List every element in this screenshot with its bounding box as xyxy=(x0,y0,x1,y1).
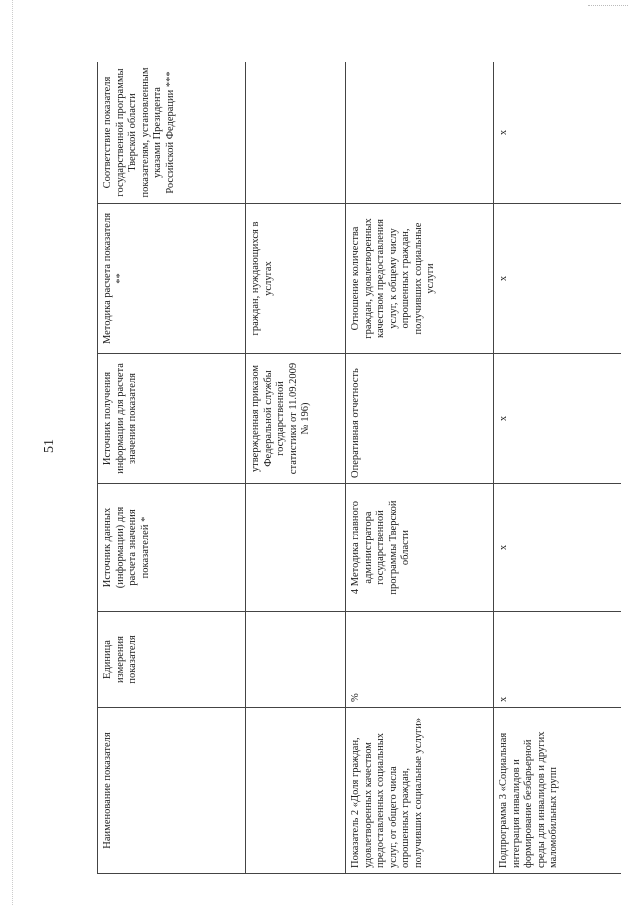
indicator-table xyxy=(97,62,621,874)
cell-info-source: Оперативная отчетность xyxy=(346,354,494,484)
cell-indicator-name: Подпрограмма 3 «Социальная интеграция инвалидов и формирование безбарьерной среды для инвалидов и других маломобильных групп xyxy=(494,708,622,874)
header-indicator-name: Наименование показателя xyxy=(98,708,246,874)
cell-indicator-name xyxy=(246,708,346,874)
cell-unit: х xyxy=(494,612,622,708)
header-method: Методика расчета показателя ** xyxy=(98,204,246,354)
cell-compliance xyxy=(246,62,346,204)
cell-method: Отношение количества граждан, удовлетворенных качеством предоставления услуг, к общему числу опрошенных граждан, получивших социальные услуги xyxy=(346,204,494,354)
header-compliance: Соответствие показателя государственной программы Тверской области показателям, установленным указами Президента Российской Федерации *** xyxy=(98,62,246,204)
table-header-row xyxy=(98,62,246,874)
cell-data-source xyxy=(246,484,346,612)
cell-method: граждан, нуждающихся в услугах xyxy=(246,204,346,354)
scan-corner-mark xyxy=(588,5,628,7)
cell-unit xyxy=(246,612,346,708)
rotated-table-container xyxy=(97,62,621,874)
cell-data-source: х xyxy=(494,484,622,612)
cell-info-source: х xyxy=(494,354,622,484)
cell-info-source: утвержденная приказом Федеральной службы государственной статистики от 11.09.2009 № 196) xyxy=(246,354,346,484)
scan-edge xyxy=(12,0,17,905)
header-unit: Единица измерения показателя xyxy=(98,612,246,708)
cell-data-source: 4 Методика главного администратора государственной программы Тверской области xyxy=(346,484,494,612)
header-data-source: Источник данных (информации) для расчета значения показателей * xyxy=(98,484,246,612)
cell-method: х xyxy=(494,204,622,354)
cell-unit: % xyxy=(346,612,494,708)
table-row xyxy=(246,62,346,874)
table-row xyxy=(494,62,622,874)
header-info-source: Источник получения информации для расчета значения показателя xyxy=(98,354,246,484)
table-frame xyxy=(97,62,621,874)
table-row xyxy=(346,62,494,874)
cell-compliance xyxy=(346,62,494,204)
cell-compliance: х xyxy=(494,62,622,204)
cell-indicator-name: Показатель 2 «Доля граждан, удовлетворенных качеством предоставленных социальных услуг, от общего числа опрошенных граждан, получивших социальные услуги» xyxy=(346,708,494,874)
page-number: 51 xyxy=(42,439,57,453)
